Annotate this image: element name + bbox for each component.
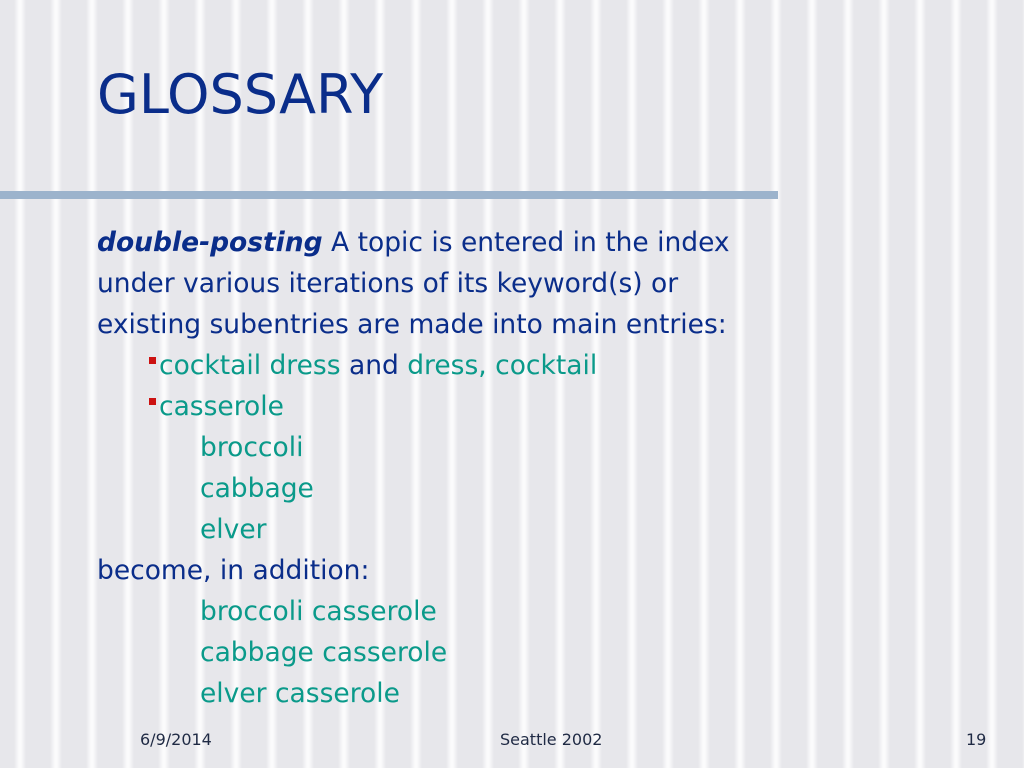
slide-body bbox=[97, 222, 977, 714]
addition-item: cabbage casserole bbox=[200, 637, 448, 668]
addition-item: broccoli casserole bbox=[200, 596, 437, 627]
definition-line-1 bbox=[97, 222, 977, 263]
page-number: 19 bbox=[966, 730, 987, 749]
addition-item: elver casserole bbox=[200, 678, 400, 709]
footer-date: 6/9/2014 bbox=[140, 730, 212, 749]
footer-center-text: Seattle 2002 bbox=[500, 730, 603, 749]
title-divider bbox=[0, 191, 778, 199]
subentry-item: elver bbox=[200, 514, 267, 545]
bullet-item bbox=[97, 386, 977, 427]
connector-text: and bbox=[340, 350, 408, 381]
subentry-item: cabbage bbox=[200, 473, 314, 504]
square-bullet-icon bbox=[149, 398, 156, 405]
transition-text: become, in addition: bbox=[97, 555, 370, 586]
example-term: casserole bbox=[159, 391, 284, 422]
example-term: dress, cocktail bbox=[407, 350, 598, 381]
definition-text-1: A topic is entered in the index bbox=[322, 227, 730, 258]
subentry-item: broccoli bbox=[200, 432, 304, 463]
bullet-item bbox=[97, 345, 977, 386]
glossary-term: double-posting bbox=[97, 227, 323, 258]
definition-line-2: under various iterations of its keyword(s) or bbox=[97, 268, 679, 299]
slide-title: GLOSSARY bbox=[97, 63, 384, 126]
square-bullet-icon bbox=[149, 357, 156, 364]
example-term: cocktail dress bbox=[159, 350, 341, 381]
definition-line-3: existing subentries are made into main entries: bbox=[97, 309, 727, 340]
